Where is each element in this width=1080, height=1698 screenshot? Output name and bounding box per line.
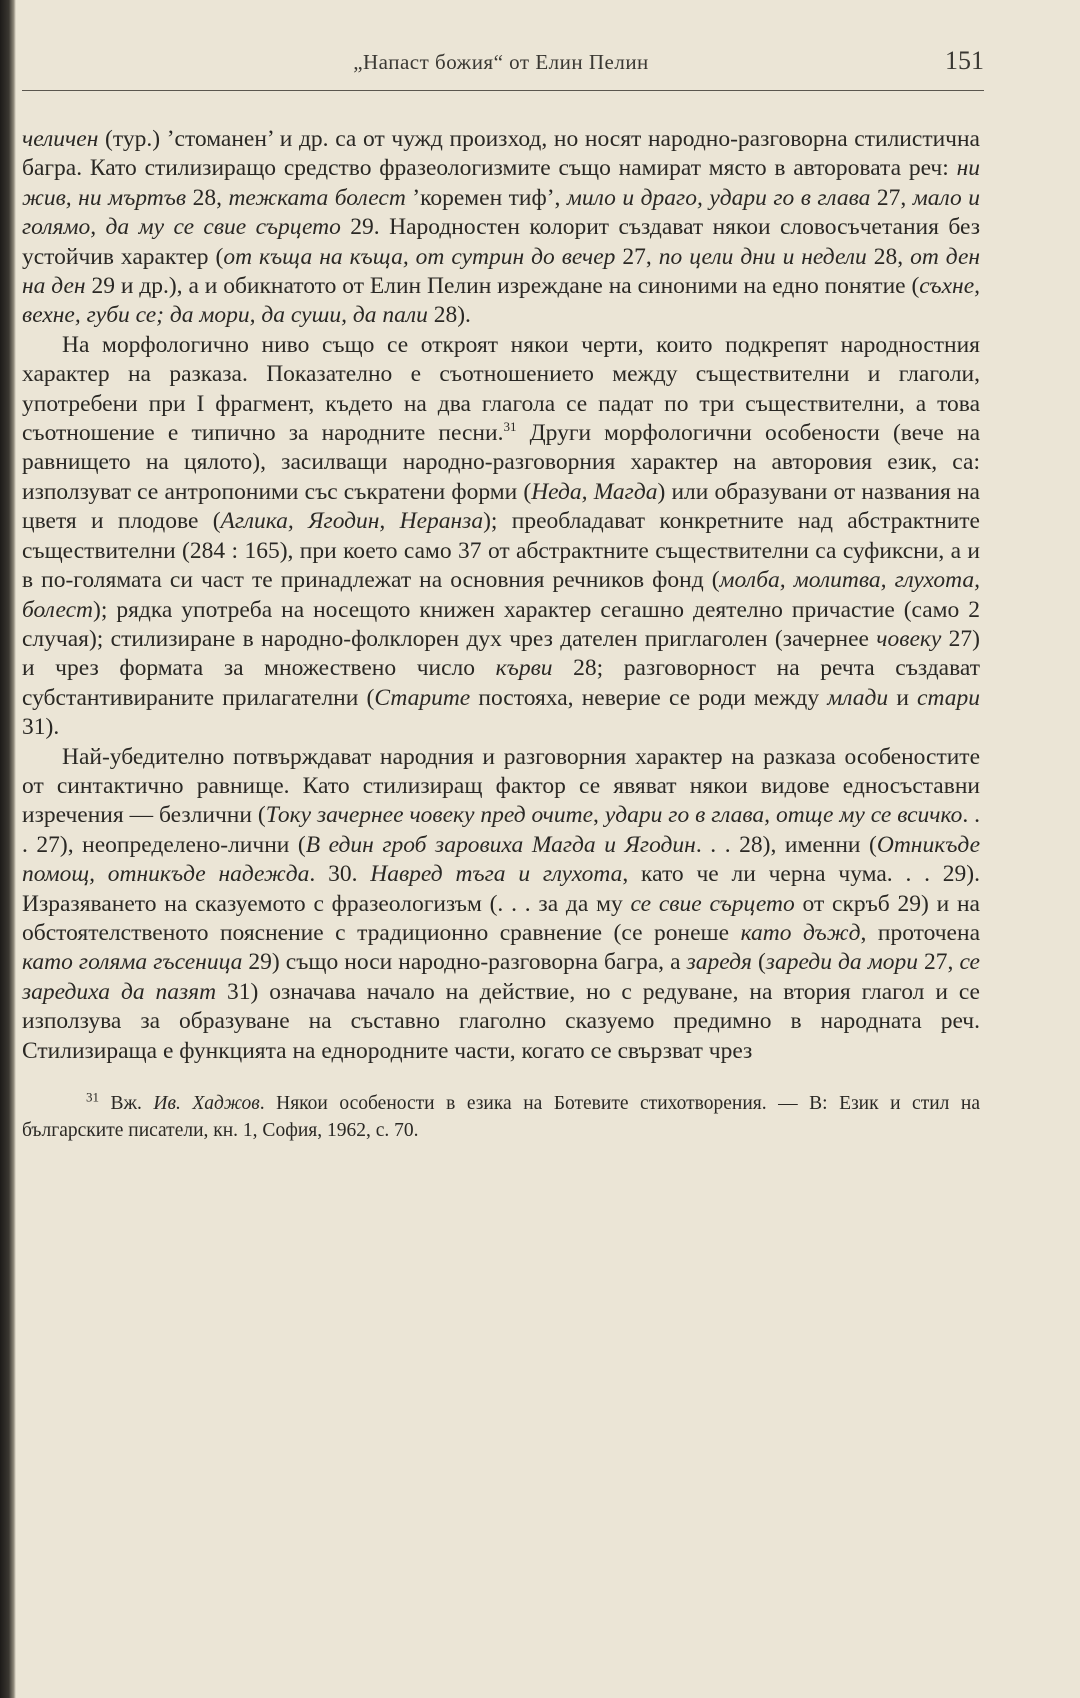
text-run: . Някои особености в езика на Ботевите стихотворения. — В: Език и стил на българските писатели, кн. 1, София, 1962, с. 70. (22, 1093, 980, 1141)
text-run: 29) също носи народно-разговорна багра, а (242, 949, 687, 976)
text-run: 27) и чрез формата за множествено число (22, 625, 981, 682)
text-run: и (888, 684, 918, 711)
header-rule (22, 90, 984, 91)
italic-text: кърви (495, 655, 553, 682)
italic-text: Навред тъга и глухота (370, 861, 623, 888)
paragraph (22, 125, 980, 331)
body-text (22, 125, 980, 1066)
italic-text: по цели дни и недели (658, 243, 867, 270)
text-run: 29. Народностен колорит създават някои словосъчетания без устойчив характер ( (22, 214, 980, 270)
footnote-number: 31 (86, 1089, 99, 1105)
italic-text: В един гроб заровиха Магда и Ягодин (305, 831, 696, 858)
text-run: постояха, неверие се роди между (470, 684, 828, 711)
text-run: , като че ли черна чума. . . 29). Изразяването на сказуемото с фразеологизъм (. . . за да му (22, 861, 980, 917)
italic-text: Неда, Магда (531, 478, 658, 505)
italic-text: млади (827, 684, 889, 711)
italic-text: челичен (22, 126, 99, 152)
text-run: 28). (427, 302, 471, 329)
text-run: , проточена (860, 919, 980, 946)
text-run: ( (751, 949, 766, 976)
italic-text: зaредя (686, 949, 752, 976)
text-run: ) или образувани от названия на цветя и плодове ( (22, 478, 980, 535)
italic-text: мило и драго, удари го в глава (566, 184, 871, 211)
paragraph (22, 331, 980, 743)
italic-text: Отникъде помощ, отникъде надежда (22, 831, 981, 888)
footnote (22, 1090, 980, 1144)
italic-text: Аглика, Ягодин, Неранза (220, 508, 484, 535)
italic-text: Старите (374, 684, 471, 711)
text-run: 28, (866, 243, 911, 270)
italic-text: молба, молитва, глухота, болест (22, 567, 980, 623)
italic-text: Току зачернее човеку пред очите (265, 802, 594, 829)
italic-text: мало и голямо, да му се свие сърцето (22, 184, 980, 241)
text-run: (тур.) ’стоманен’ и др. са от чужд произход, но носят народно-разговорна стилистична багра. Като стилизиращо средство фразеологизмите също намират място в авторовата реч: (22, 126, 980, 182)
text-run: Други морфологични особености (вече на равнището на цялото), засилващи народно-разговорния характер на авторовия език, са: използуват се антропоними със съкратени форми ( (22, 420, 980, 505)
italic-text: като дъжд (740, 919, 861, 946)
text-run: ); преобладават конкретните над абстрактните съществителни (284 : 165), при което само 37 от абстрактните съществителни са суфиксни, а и в по-голямата си част те принадлежат на основния речников фонд ( (22, 508, 980, 594)
text-run: 29 и др.), а и обикнатото от Елин Пелин изреждане на синоними на едно понятие ( (85, 273, 920, 300)
italic-text: Ив. Хаджов (153, 1093, 260, 1114)
text-run: ); рядка употреба на носещото книжен характер сегашно деятелно причастие (само 2 случая); стилизиране в народно-фолклорен дух чрез дателен приглаголен (зачернее (22, 596, 980, 652)
text-run: 27, (917, 949, 960, 976)
text-run: . . . 27), неопределено-лични ( (22, 802, 981, 858)
running-title: „Напаст божия“ от Елин Пелин (353, 50, 649, 74)
text-run: ’коремен тиф’, (405, 184, 567, 211)
text-run: от скръб 29) и на обстоятелственото пояснение с традиционно сравнение (се ронеше (22, 890, 980, 946)
italic-text: като голяма гъсеница (22, 949, 243, 976)
book-binding-shadow (0, 0, 16, 1698)
italic-text: удари го в глава, отще му се всичко (604, 802, 963, 829)
text-run: . . . 28), именни ( (695, 831, 877, 858)
text-run: 28, (186, 184, 229, 211)
text-run: 27, (870, 184, 913, 211)
text-run: 28; разговорност на речта създават субстантивираните прилагателни ( (22, 655, 980, 711)
italic-text: от ден на ден (22, 243, 981, 300)
book-page (22, 44, 984, 1144)
text-run: , (593, 802, 605, 829)
italic-text: се зaредиха да пазят (22, 949, 980, 1005)
page-number: 151 (945, 46, 984, 75)
italic-text: съхне, вехне, губи се; да мори, да суши, да пали (22, 273, 980, 329)
italic-text: от къща на къща, от сутрин до вечер (223, 243, 616, 270)
paragraph (22, 743, 980, 1066)
italic-text: човеку (876, 625, 942, 652)
italic-text: тежката болест (228, 184, 406, 211)
text-run: Най-убедително потвърждават народния и разговорния характер на разказа особеностите от синтактично равнище. Като стилизиращ фактор се явяват някои видове едносъставни изречения — безлични ( (22, 743, 980, 829)
text-run: Вж. (99, 1093, 154, 1114)
italic-text: ни жив, ни мъртъв (22, 155, 980, 211)
italic-text: стари (917, 684, 980, 711)
text-run: 31) означава начало на действие, но с редуване, на втория глагол и се използува за образуване на съставно глаголно сказуемо предимно в народната реч. Стилизираща е функцията на еднородните части, когато се свързват чрез (22, 978, 980, 1064)
text-run: 27, (615, 243, 659, 270)
text-run: На морфологично ниво също се откроят някои черти, които подкрепят народностния характер на разказа. Показателно е съотношението между съществителни и глаголи, употребени при I фрагмент, където на два глагола се падат по три съществителни, а това съотношение е типично за народните песни. (22, 331, 980, 447)
italic-text: се свие сърцето (630, 890, 795, 917)
text-run: . 30. (309, 861, 371, 888)
text-run: 31). (22, 714, 60, 741)
italic-text: зареди да мори (765, 949, 918, 976)
running-header (22, 44, 984, 84)
footnote-ref: 31 (503, 419, 517, 435)
